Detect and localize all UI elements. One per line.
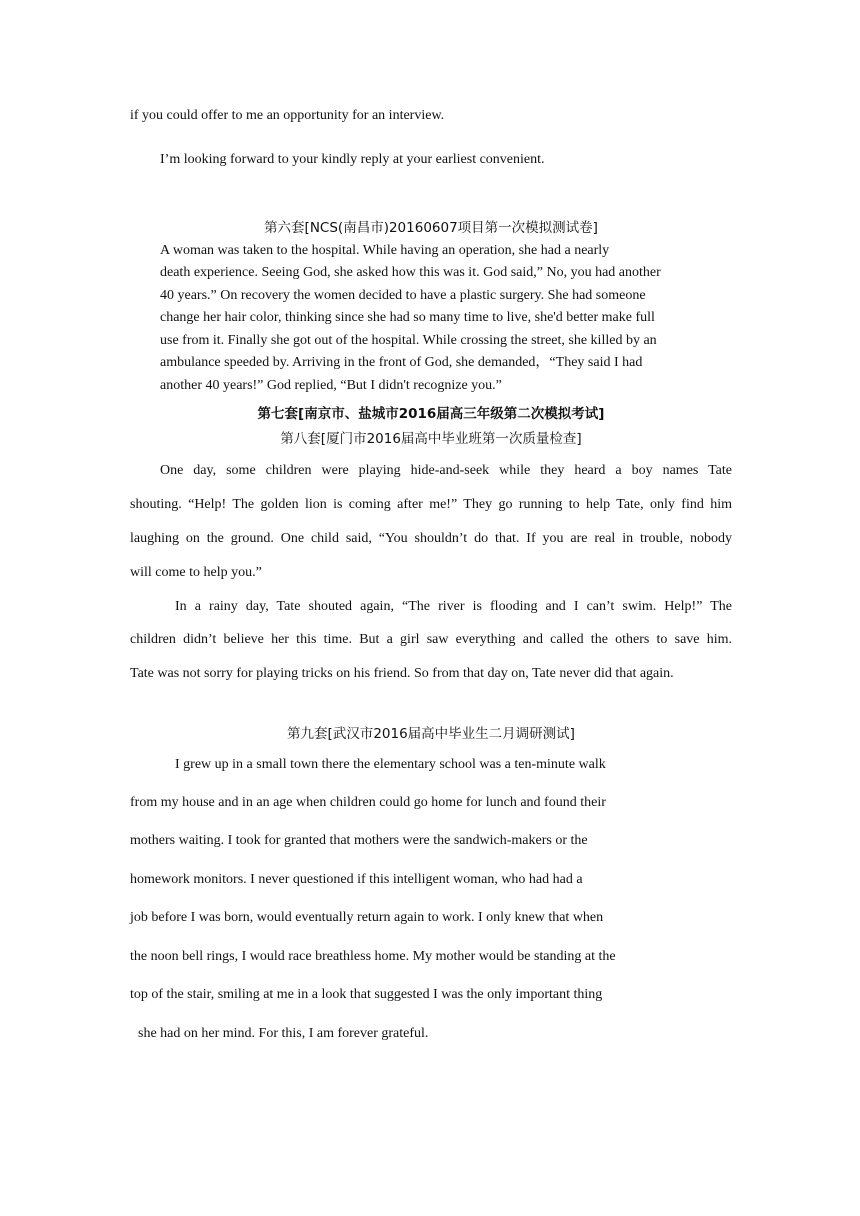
intro-line-2: I’m looking forward to your kindly reply at your earliest convenient. [160, 152, 545, 167]
story-line: job before I was born, would eventually return again to work. I only knew that when [130, 910, 604, 925]
story-line: A woman was taken to the hospital. While having an operation, she had a nearly [160, 243, 610, 258]
intro-line-1: if you could offer to me an opportunity for an interview. [130, 108, 445, 123]
story-line: top of the stair, smiling at me in a look that suggested I was the only important thing [130, 987, 603, 1002]
story-line: from my house and in an age when children could go home for lunch and found their [130, 795, 606, 810]
section-6-heading: 第六套[NCS(南昌市)20160607项目第一次模拟测试卷] [264, 220, 598, 236]
section-9-heading: 第九套[武汉市2016届高中毕业生二月调研测试] [287, 726, 575, 742]
paragraph-line: Tate was not sorry for playing tricks on his friend. So from that day on, Tate never did that again. [130, 666, 674, 681]
paragraph-line: laughing on the ground. One child said, “You shouldn’t do that. If you are real in trouble, nobody [130, 531, 732, 546]
story-line: ambulance speeded by. Arriving in the front of God, she demanded，“They said I had [160, 355, 643, 370]
story-line: death experience. Seeing God, she asked how this was it. God said,” No, you had another [160, 265, 661, 280]
story-line: use from it. Finally she got out of the hospital. While crossing the street, she killed by an [160, 333, 657, 348]
section-7-heading: 第七套[南京市、盐城市2016届高三年级第二次模拟考试] [257, 406, 605, 422]
story-line: the noon bell rings, I would race breathless home. My mother would be standing at the [130, 949, 616, 964]
story-line: another 40 years!” God replied, “But I didn't recognize you.” [160, 378, 502, 393]
story-line: change her hair color, thinking since she had so many time to live, she'd better make full [160, 310, 655, 325]
paragraph-line: In a rainy day, Tate shouted again, “The river is flooding and I can’t swim. Help!” The [175, 599, 732, 614]
story-line: mothers waiting. I took for granted that mothers were the sandwich-makers or the [130, 833, 588, 848]
paragraph-line: shouting. “Help! The golden lion is coming after me!” They go running to help Tate, only find him [130, 497, 732, 512]
story-line: I grew up in a small town there the elementary school was a ten-minute walk [175, 757, 606, 772]
paragraph-line: children didn’t believe her this time. But a girl saw everything and called the others to save him. [130, 632, 732, 647]
story-line: homework monitors. I never questioned if this intelligent woman, who had had a [130, 872, 583, 887]
section-8-heading: 第八套[厦门市2016届高中毕业班第一次质量检查] [280, 431, 582, 447]
story-line: 40 years.” On recovery the women decided to have a plastic surgery. She had someone [160, 288, 646, 303]
paragraph-line: One day, some children were playing hide-and-seek while they heard a boy names Tate [160, 463, 732, 478]
paragraph-line: will come to help you.” [130, 565, 262, 580]
story-line: she had on her mind. For this, I am forever grateful. [138, 1026, 429, 1041]
